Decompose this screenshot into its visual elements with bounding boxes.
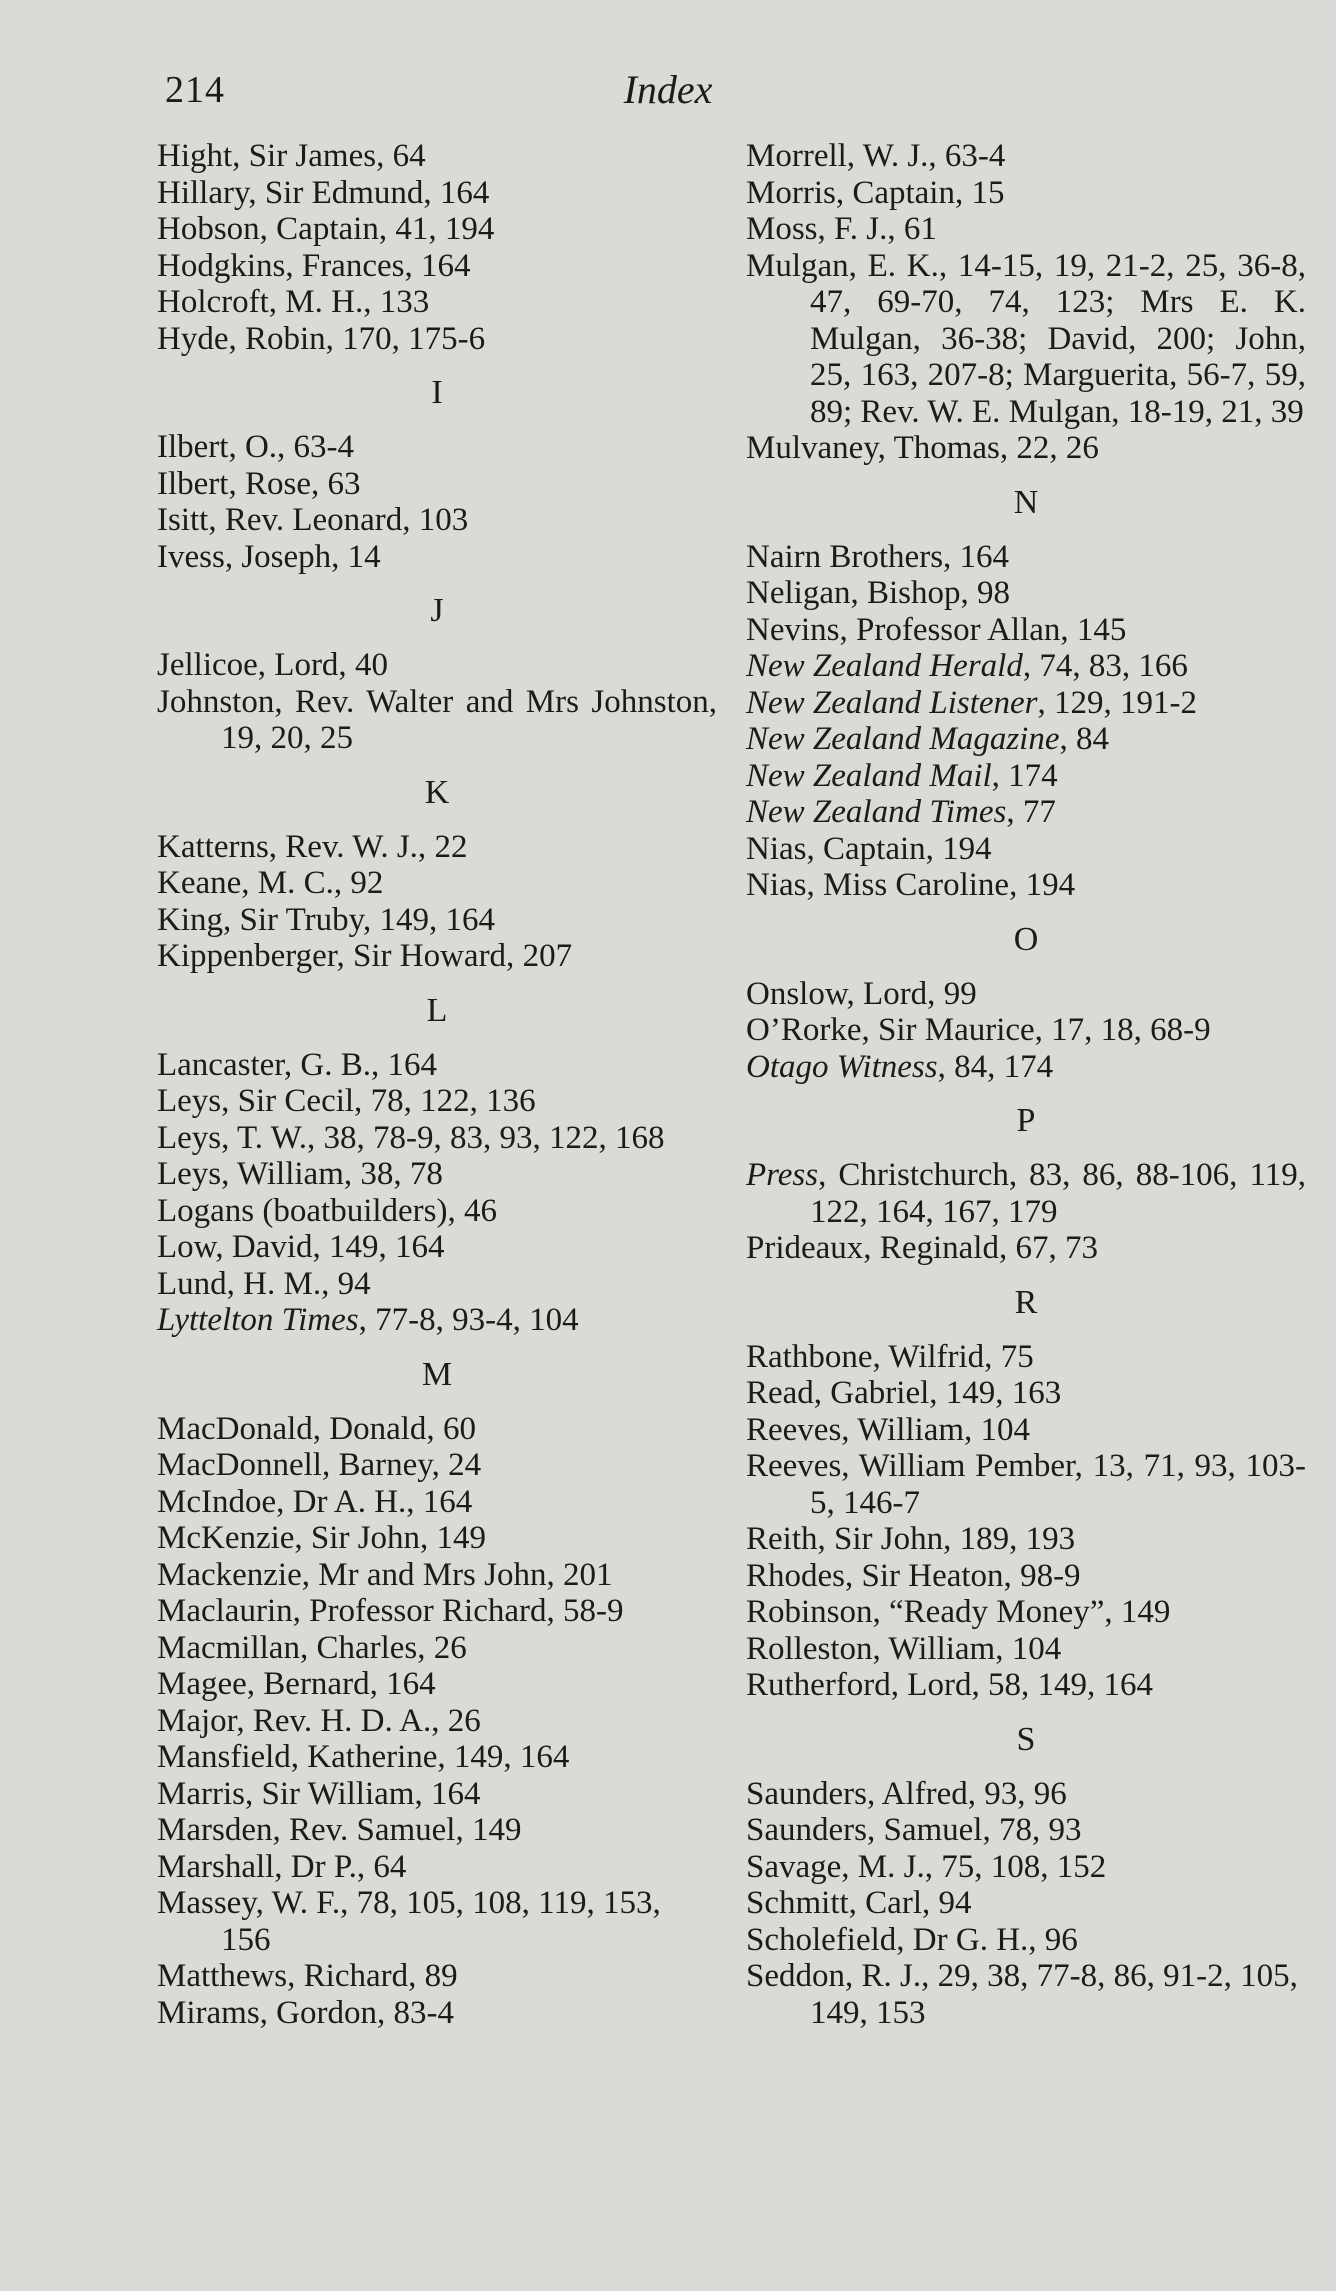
entry-locators: 61 [895, 211, 937, 247]
index-entry [746, 1049, 1306, 1086]
entry-locators: 38, 78-9, 83, 93, 122, 168 [315, 1119, 665, 1156]
index-entry [157, 1156, 717, 1193]
index-entry [746, 138, 1306, 175]
entry-term: Read, Gabriel, [746, 1375, 938, 1411]
entry-locators: , 174 [991, 757, 1058, 794]
index-entry [157, 466, 717, 503]
entry-term: Morrell, W. J., [746, 138, 937, 174]
entry-locators: 98-9 [1011, 1557, 1081, 1594]
entry-term: Press [746, 1157, 819, 1193]
entry-term: Jellicoe, Lord, [157, 647, 347, 683]
entry-term: Nairn Brothers, [746, 538, 952, 575]
entry-locators: , 129, 191-2 [1037, 684, 1198, 721]
entry-term: Lund, H. M., [157, 1265, 330, 1302]
entry-term: Leys, T. W., [157, 1119, 316, 1156]
entry-locators: 103 [410, 502, 469, 538]
entry-locators: 26 [439, 1702, 481, 1739]
entry-locators: , 74, 83, 166 [1022, 648, 1188, 684]
entry-locators: 149 [428, 1520, 487, 1556]
index-entry [157, 1812, 717, 1849]
entry-locators: 99 [935, 975, 977, 1012]
entry-term: Prideaux, Reginald, [746, 1230, 1008, 1266]
index-entry [746, 758, 1306, 795]
index-entry [157, 1630, 717, 1667]
index-entry [157, 1083, 717, 1120]
entry-term: Otago Witness [746, 1048, 938, 1085]
entry-locators: 63-4 [936, 138, 1006, 174]
entry-locators: 17, 18, 68-9 [1042, 1012, 1211, 1048]
index-entry [157, 284, 717, 321]
index-entry [746, 1448, 1306, 1521]
entry-locators: 104 [1003, 1630, 1062, 1667]
entry-locators: 22, 26 [1008, 430, 1099, 466]
entry-term: Mulvaney, Thomas, [746, 430, 1009, 466]
entry-locators: 149, 164 [320, 1229, 445, 1265]
index-entry [157, 1411, 717, 1448]
entry-term: Rathbone, Wilfrid, [746, 1338, 993, 1375]
entry-term: Rutherford, Lord, [746, 1667, 980, 1703]
entry-locators: 92 [342, 865, 384, 901]
entry-locators: 164 [414, 1483, 473, 1520]
entry-term: Rhodes, Sir Heaton, [746, 1557, 1012, 1594]
index-entry [157, 1302, 717, 1339]
entry-term: Maclaurin, Professor Richard, [157, 1593, 555, 1629]
entry-term: McIndoe, Dr A. H., [157, 1483, 415, 1520]
index-entry [157, 1593, 717, 1630]
entry-term: Mulgan, E. K., [746, 247, 948, 284]
entry-locators: 46 [455, 1192, 498, 1229]
entry-locators: 14-15, 19, 21-2, 25, 36-8, 47, 69-70, 74, 123; Mrs E. K. Mulgan, 36-38; David, 200; John, 25, 163, 207-8; Marguerita, 56-7, 59, 89; Rev. W. E. Mulgan, 18-19, 21, 39 [810, 247, 1307, 430]
entry-locators: 14 [339, 538, 381, 575]
entry-locators: 164 [377, 1666, 436, 1702]
index-entry [746, 1776, 1306, 1813]
index-entry [746, 1958, 1306, 2031]
letter-heading: O [1013, 920, 1039, 958]
letter-heading: J [430, 592, 444, 629]
entry-term: Hillary, Sir Edmund, [157, 174, 432, 211]
entry-locators: 63-4 [285, 429, 355, 465]
entry-term: Hight, Sir James, [157, 138, 385, 174]
index-column-right [746, 138, 1306, 2031]
entry-locators: 194 [1017, 867, 1076, 903]
index-entry [157, 539, 717, 576]
entry-term: Mansfield, Katherine, [157, 1739, 446, 1775]
index-entry [746, 1521, 1306, 1558]
index-entry [157, 829, 717, 866]
index-entry [157, 1849, 717, 1886]
index-entry [157, 1484, 717, 1521]
index-entry [157, 902, 717, 939]
entry-term: Moss, F. J., [746, 211, 896, 247]
entry-term: MacDonald, Donald, [157, 1410, 435, 1447]
entry-term: Johnston, Rev. Walter and Mrs Johnston, [157, 683, 717, 720]
entry-locators: 149, 164 [371, 901, 496, 938]
entry-term: Marris, Sir William, [157, 1775, 423, 1812]
entry-term: O’Rorke, Sir Maurice, [746, 1012, 1043, 1048]
index-entry [746, 685, 1306, 722]
letter-heading: S [1016, 1720, 1036, 1758]
entry-term: New Zealand Herald [746, 648, 1023, 684]
index-entry [746, 1594, 1306, 1631]
index-entry [157, 429, 717, 466]
entry-locators: 149 [1112, 1594, 1171, 1630]
index-entry [746, 1412, 1306, 1449]
entry-locators: , 84, 174 [937, 1048, 1054, 1085]
index-entry [157, 1229, 717, 1266]
entry-locators: 149, 163 [937, 1375, 1062, 1411]
entry-locators: 19, 20, 25 [221, 720, 353, 756]
index-entry [157, 1739, 717, 1776]
entry-locators: 15 [963, 174, 1005, 211]
entry-locators: 98 [968, 575, 1010, 611]
entry-locators: 78, 93 [990, 1812, 1082, 1848]
entry-term: Scholefield, Dr G. H., [746, 1921, 1037, 1958]
entry-locators: 133 [371, 284, 430, 320]
index-entry [746, 539, 1306, 576]
index-entry [157, 1958, 717, 1995]
index-entry [746, 175, 1306, 212]
entry-term: Leys, Sir Cecil, [157, 1083, 363, 1119]
entry-term: Nevins, Professor Allan, [746, 611, 1069, 648]
index-entry [157, 1447, 717, 1484]
index-entry [746, 721, 1306, 758]
index-entry [157, 1776, 717, 1813]
index-entry [157, 1520, 717, 1557]
entry-term: Lyttelton Times [157, 1302, 359, 1338]
entry-locators: 63 [319, 465, 361, 502]
index-entry [157, 138, 717, 175]
entry-term: Savage, M. J., [746, 1848, 933, 1885]
index-entry [157, 1666, 717, 1703]
entry-term: New Zealand Listener [746, 684, 1038, 721]
index-entry [746, 1012, 1306, 1049]
entry-locators: 75 [992, 1338, 1034, 1375]
entry-term: McKenzie, Sir John, [157, 1520, 429, 1556]
index-entry [157, 1266, 717, 1303]
entry-locators: 94 [930, 1885, 972, 1921]
index-entry [746, 1812, 1306, 1849]
index-entry [157, 865, 717, 902]
entry-locators: 29, 38, 77-8, 86, 91-2, 105, 149, 153 [810, 1958, 1298, 2031]
index-entry [746, 976, 1306, 1013]
index-entry [157, 321, 717, 358]
index-column-left [157, 138, 717, 2031]
index-entry [746, 1631, 1306, 1668]
entry-locators: 145 [1068, 611, 1127, 648]
index-entry [157, 1193, 717, 1230]
index-entry [157, 1703, 717, 1740]
entry-locators: 83-4 [385, 1994, 454, 2031]
entry-locators: 78, 122, 136 [362, 1083, 536, 1119]
index-entry [746, 831, 1306, 868]
letter-heading: R [1014, 1283, 1038, 1321]
entry-term: Reeves, William, [746, 1411, 973, 1448]
index-entry [746, 1667, 1306, 1704]
letter-heading: I [431, 374, 443, 411]
entry-locators: 89 [416, 1958, 458, 1994]
entry-locators: 58-9 [554, 1593, 624, 1629]
entry-term: New Zealand Magazine [746, 721, 1060, 757]
index-entry [157, 684, 717, 757]
index-entry [746, 430, 1306, 467]
entry-term: Saunders, Alfred, [746, 1775, 977, 1812]
index-entry [157, 248, 717, 285]
entry-term: Katterns, Rev. W. J., [157, 828, 427, 865]
entry-term: Rolleston, William, [746, 1630, 1004, 1667]
entry-term: Marshall, Dr P., [157, 1848, 366, 1885]
entry-term: Keane, M. C., [157, 865, 343, 901]
page-number: 214 [165, 69, 225, 111]
entry-term: Morris, Captain, [746, 174, 964, 211]
entry-locators: 189, 193 [951, 1521, 1076, 1557]
entry-term: Massey, W. F., [157, 1885, 349, 1921]
index-entry [157, 175, 717, 212]
entry-locators: 38, 78 [352, 1156, 443, 1192]
entry-term: Reeves, William Pember, [746, 1448, 1083, 1484]
entry-locators: 93, 96 [976, 1775, 1067, 1812]
entry-locators: 58, 149, 164 [979, 1667, 1153, 1703]
entry-term: Matthews, Richard, [157, 1958, 417, 1994]
entry-term: Robinson, “Ready Money”, [746, 1594, 1113, 1630]
entry-locators: 60 [434, 1410, 476, 1447]
entry-locators: 164 [431, 174, 490, 211]
entry-term: New Zealand Times [746, 794, 1007, 830]
index-entry [157, 647, 717, 684]
entry-term: Ilbert, O., [157, 429, 286, 465]
entry-term: Logans (boatbuilders), [157, 1192, 456, 1229]
entry-term: Schmitt, Carl, [746, 1885, 931, 1921]
index-entry [157, 1557, 717, 1594]
index-entry [746, 1922, 1306, 1959]
entry-term: Ilbert, Rose, [157, 465, 320, 502]
entry-locators: 75, 108, 152 [932, 1848, 1107, 1885]
entry-locators: 64 [365, 1848, 407, 1885]
entry-term: MacDonnell, Barney, [157, 1447, 440, 1483]
entry-term: Neligan, Bishop, [746, 575, 969, 611]
entry-term: Reith, Sir John, [746, 1521, 952, 1557]
index-entry [746, 648, 1306, 685]
entry-locators: 104 [972, 1411, 1031, 1448]
index-entry [746, 1558, 1306, 1595]
entry-term: Kippenberger, Sir Howard, [157, 938, 515, 974]
index-entry [157, 1120, 717, 1157]
entry-locators: , 77-8, 93-4, 104 [358, 1302, 579, 1338]
entry-term: Magee, Bernard, [157, 1666, 378, 1702]
entry-term: Marsden, Rev. Samuel, [157, 1812, 464, 1848]
entry-locators: 149, 164 [445, 1739, 570, 1775]
entry-locators: 164 [951, 538, 1010, 575]
entry-locators: 207 [514, 938, 573, 974]
entry-locators: 22 [426, 828, 468, 865]
entry-term: Major, Rev. H. D. A., [157, 1702, 440, 1739]
entry-term: Lancaster, G. B., [157, 1046, 380, 1083]
index-entry [157, 211, 717, 248]
index-entry [746, 1339, 1306, 1376]
entry-locators: 194 [933, 830, 992, 867]
index-entry [157, 1995, 717, 2032]
index-entry [746, 1849, 1306, 1886]
entry-term: Leys, William, [157, 1156, 353, 1192]
entry-locators: 26 [425, 1629, 467, 1666]
entry-locators: 24 [439, 1447, 482, 1483]
entry-locators: 94 [329, 1265, 371, 1302]
index-entry [746, 1375, 1306, 1412]
entry-locators: 164 [422, 1775, 481, 1812]
index-entry [746, 1157, 1306, 1230]
entry-term: Mirams, Gordon, [157, 1994, 386, 2031]
entry-term: Hodgkins, Frances, [157, 247, 413, 284]
entry-term: Seddon, R. J., [746, 1958, 930, 1994]
entry-term: Saunders, Samuel, [746, 1812, 991, 1848]
letter-heading: K [424, 773, 450, 811]
entry-locators: 13, 71, 93, 103-5, 146-7 [810, 1448, 1306, 1521]
entry-locators: 96 [1036, 1921, 1078, 1958]
entry-term: Onslow, Lord, [746, 975, 936, 1012]
index-entry [157, 938, 717, 975]
index-entry [157, 1885, 717, 1958]
letter-heading: M [421, 1355, 453, 1393]
index-entry [746, 248, 1306, 431]
running-head: Index [623, 67, 713, 112]
entry-locators: , 77 [1006, 794, 1056, 830]
entry-locators: 201 [554, 1556, 613, 1593]
entry-term: Nias, Miss Caroline, [746, 867, 1018, 903]
entry-term: Isitt, Rev. Leonard, [157, 502, 411, 538]
letter-heading: N [1013, 483, 1039, 521]
entry-locators: , Christchurch, 83, 86, 88-106, 119, 122, 164, 167, 179 [810, 1157, 1306, 1230]
letter-heading: L [426, 991, 448, 1029]
entry-locators: 164 [412, 247, 471, 284]
index-entry [746, 575, 1306, 612]
entry-locators: 164 [379, 1046, 438, 1083]
index-entry [746, 867, 1306, 904]
index-entry [746, 1230, 1306, 1267]
entry-locators: 78, 105, 108, 119, 153, 156 [221, 1885, 661, 1958]
entry-term: Low, David, [157, 1229, 321, 1265]
entry-locators: 170, 175-6 [333, 320, 486, 357]
entry-term: Ivess, Joseph, [157, 538, 340, 575]
entry-term: Nias, Captain, [746, 830, 934, 867]
entry-term: King, Sir Truby, [157, 901, 372, 938]
entry-locators: 64 [384, 138, 426, 174]
entry-term: Hobson, Captain, [157, 211, 388, 247]
index-entry [157, 1047, 717, 1084]
entry-term: New Zealand Mail [746, 757, 992, 794]
entry-locators: 149 [463, 1812, 522, 1848]
index-entry [746, 1885, 1306, 1922]
index-entry [746, 211, 1306, 248]
index-entry [746, 612, 1306, 649]
entry-locators: 40 [346, 647, 388, 683]
entry-term: Mackenzie, Mr and Mrs John, [157, 1556, 555, 1593]
entry-term: Hyde, Robin, [157, 320, 334, 357]
index-entry [746, 794, 1306, 831]
letter-heading: P [1016, 1102, 1036, 1139]
index-entry [157, 502, 717, 539]
entry-locators: , 84 [1059, 721, 1109, 757]
entry-locators: 67, 73 [1007, 1230, 1098, 1266]
entry-locators: 41, 194 [387, 211, 495, 247]
entry-term: Holcroft, M. H., [157, 284, 372, 320]
entry-term: Macmillan, Charles, [157, 1629, 426, 1666]
